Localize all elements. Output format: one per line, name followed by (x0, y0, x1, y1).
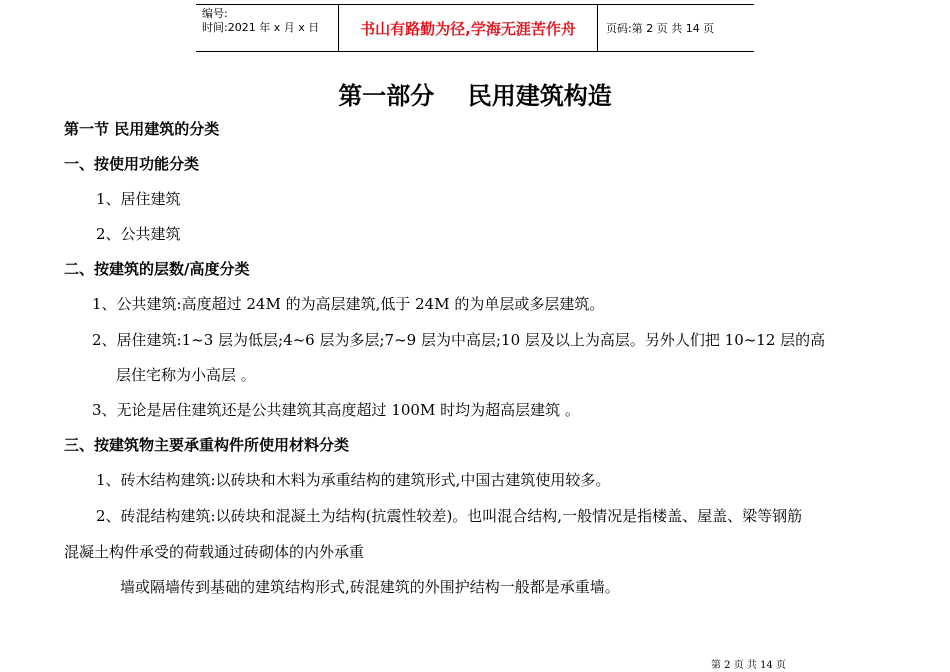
page-title: 第一部分 民用建筑构造 (338, 82, 612, 110)
item-2-2-cont: 层住宅称为小高层 。 (116, 366, 256, 384)
item-1-1: 1、居住建筑 (96, 190, 181, 208)
page-footer: 第 2 页 共 14 页 (711, 660, 786, 671)
header-meta (196, 5, 339, 51)
item-3-1: 1、砖木结构建筑:以砖块和木料为承重结构的建筑形式,中国古建筑使用较多。 (96, 471, 611, 489)
item-2-1: 1、公共建筑:高度超过 24M 的为高层建筑,低于 24M 的为单层或多层建筑。 (92, 295, 605, 313)
header-page-info: 页码:第 2 页 共 14 页 (606, 22, 715, 35)
item-1-2: 2、公共建筑 (96, 225, 181, 243)
heading-3: 三、按建筑物主要承重构件所使用材料分类 (64, 436, 350, 454)
item-3-2-cont2: 墙或隔墙传到基础的建筑结构形式,砖混建筑的外围护结构一般都是承重墙。 (120, 578, 620, 596)
header-motto: 书山有路勤为径,学海无涯苦作舟 (339, 5, 598, 51)
heading-1: 一、按使用功能分类 (64, 155, 200, 173)
section-heading: 第一节 民用建筑的分类 (64, 120, 220, 138)
item-3-2: 2、砖混结构建筑:以砖块和混凝土为结构(抗震性较差)。也叫混合结构,一般情况是指楼盖、屋盖、梁等钢筋 (96, 507, 803, 525)
header-time-label: 时间:2021 年 x 月 x 日 (202, 21, 320, 34)
header-number-label: 编号: (202, 7, 228, 20)
item-2-2: 2、居住建筑:1~3 层为低层;4~6 层为多层;7~9 层为中高层;10 层及以上为高层。另外人们把 10~12 层的高 (92, 331, 826, 349)
page-header (196, 4, 754, 52)
item-3-2-cont: 混凝土构件承受的荷载通过砖砌体的内外承重 (64, 543, 365, 561)
item-2-3: 3、无论是居住建筑还是公共建筑其高度超过 100M 时均为超高层建筑 。 (92, 401, 580, 419)
heading-2: 二、按建筑的层数/高度分类 (64, 260, 250, 278)
